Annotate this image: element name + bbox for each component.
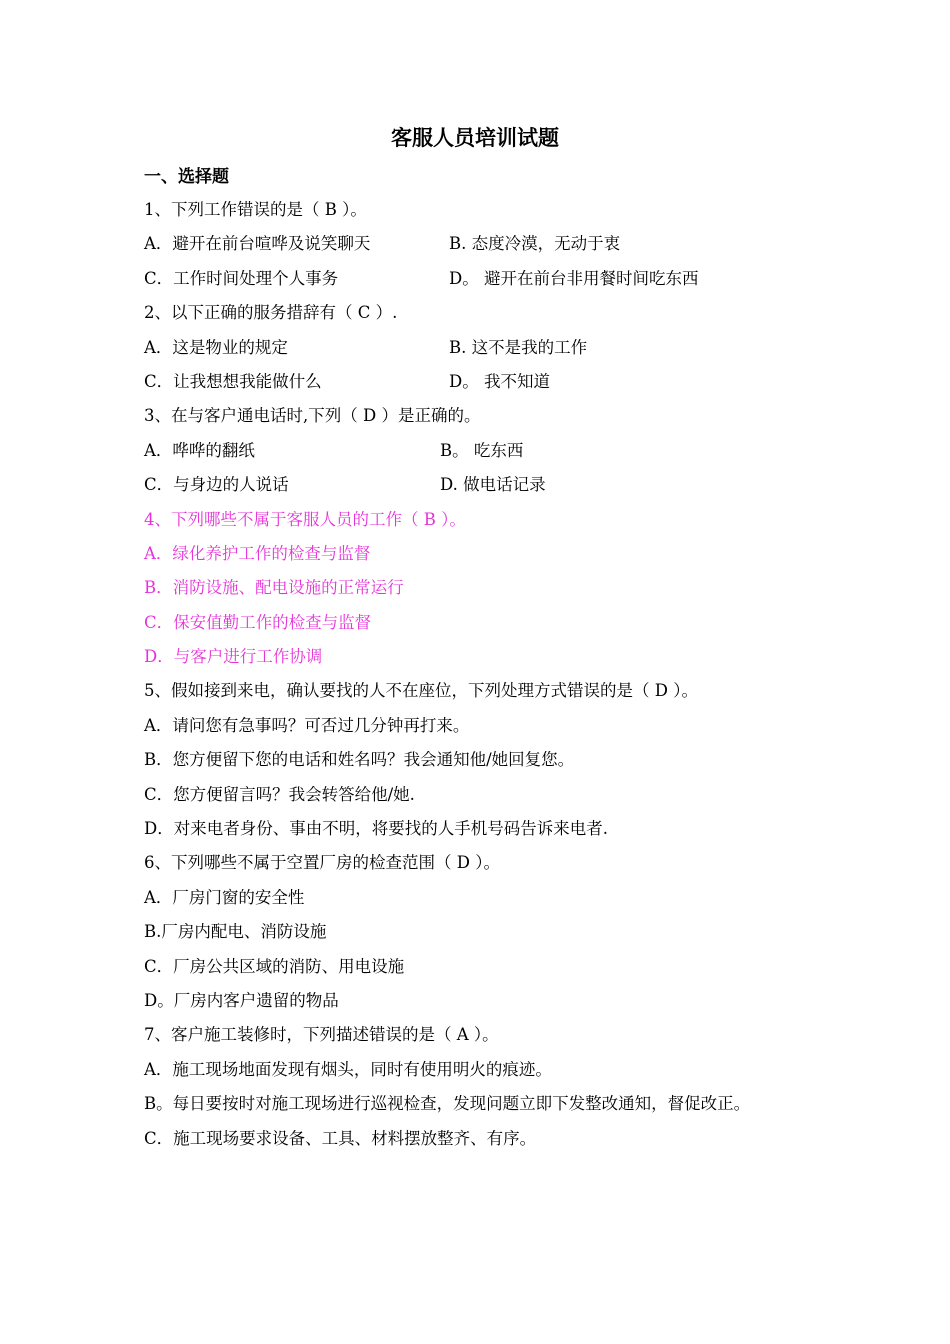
option-b: B．消防设施、配电设施的正常运行 (144, 578, 404, 598)
option-c: C．工作时间处理个人事务 (144, 268, 339, 288)
question-2: 2、以下正确的服务措辞有（ C ）. (144, 303, 398, 323)
option-a: A．哗哗的翻纸 (144, 440, 255, 460)
question-1-options-ab (144, 227, 824, 261)
question-2-options-cd (144, 365, 824, 399)
option-c: C．保安值勤工作的检查与监督 (144, 612, 372, 632)
question-1-options-cd (144, 262, 824, 296)
option-c: C．您方便留言吗？我会转答给他/她. (144, 784, 415, 804)
option-d: D．对来电者身份、事由不明，将要找的人手机号码告诉来电者. (144, 819, 608, 839)
option-b: B。每日要按时对施工现场进行巡视检查，发现问题立即下发整改通知，督促改正。 (144, 1094, 751, 1114)
question-3-options-ab (144, 434, 824, 468)
option-a: A．避开在前台喧哗及说笑聊天 (144, 234, 371, 254)
question-3-options-cd (144, 468, 824, 502)
option-a: A．施工现场地面发现有烟头，同时有使用明火的痕迹。 (144, 1059, 552, 1079)
option-a: A．这是物业的规定 (144, 337, 288, 357)
option-b: B. 这不是我的工作 (449, 337, 588, 357)
question-7: 7、客户施工装修时，下列描述错误的是（ A ）。 (144, 1025, 499, 1045)
option-a: A．绿化养护工作的检查与监督 (144, 543, 371, 563)
question-6: 6、下列哪些不属于空置厂房的检查范围（ D ）。 (144, 853, 500, 873)
option-c: C．施工现场要求设备、工具、材料摆放整齐、有序。 (144, 1128, 537, 1148)
option-d: D。厂房内客户遗留的物品 (144, 990, 339, 1010)
option-c: C．厂房公共区域的消防、用电设施 (144, 956, 405, 976)
document-title: 客服人员培训试题 (391, 126, 559, 150)
question-5: 5、假如接到来电，确认要找的人不在座位，下列处理方式错误的是（ D ）。 (144, 681, 698, 701)
section-heading: 一、选择题 (144, 167, 229, 187)
option-c: C．与身边的人说话 (144, 475, 289, 495)
option-b: B.厂房内配电、消防设施 (144, 922, 327, 942)
option-d: D。 我不知道 (449, 371, 550, 391)
option-d: D．与客户进行工作协调 (144, 647, 323, 667)
option-c: C．让我想想我能做什么 (144, 371, 322, 391)
question-list (144, 193, 824, 1156)
option-d: D。 避开在前台非用餐时间吃东西 (449, 268, 699, 288)
option-a: A．请问您有急事吗？可否过几分钟再打来。 (144, 715, 470, 735)
option-a: A．厂房门窗的安全性 (144, 887, 305, 907)
question-2-options-ab (144, 331, 824, 365)
option-b: B. 态度冷漠，无动于衷 (449, 234, 621, 254)
option-b: B．您方便留下您的电话和姓名吗？我会通知他/她回复您。 (144, 750, 575, 770)
question-3: 3、在与客户通电话时,下列（ D ）是正确的。 (144, 406, 481, 426)
question-1: 1、下列工作错误的是（ B ）。 (144, 200, 367, 219)
question-4: 4、下列哪些不属于客服人员的工作（ B ）。 (144, 509, 466, 529)
option-b: B。 吃东西 (440, 440, 524, 460)
option-d: D. 做电话记录 (440, 475, 546, 495)
